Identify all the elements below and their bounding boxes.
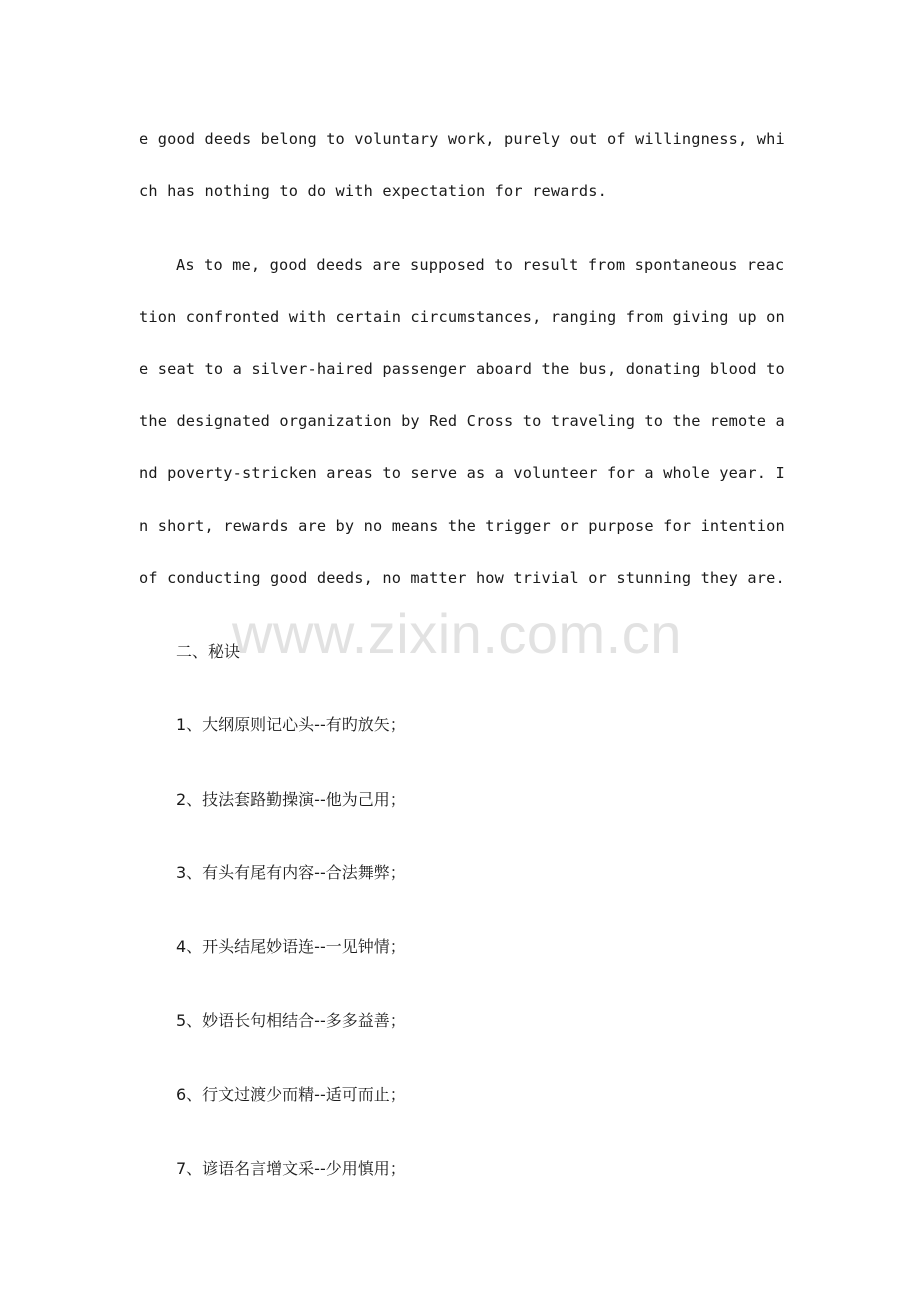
paragraph2-line-5: nd poverty-stricken areas to serve as a volunteer for a whole year. I	[139, 464, 785, 482]
paragraph2-line-7: of conducting good deeds, no matter how trivial or stunning they are.	[139, 569, 785, 587]
paragraph2-line-4: the designated organization by Red Cross to traveling to the remote a	[139, 412, 785, 430]
paragraph2-line-6: n short, rewards are by no means the trigger or purpose for intention	[139, 517, 785, 535]
section-heading: 二、秘诀	[176, 642, 241, 661]
tip-item-3: 3、有头有尾有内容--合法舞弊；	[176, 863, 406, 882]
paragraph2-line-3: e seat to a silver-haired passenger aboard the bus, donating blood to	[139, 360, 785, 378]
paragraph2-line-2: tion confronted with certain circumstances, ranging from giving up on	[139, 308, 785, 326]
tip-item-1: 1、大纲原则记心头--有旳放矢；	[176, 715, 406, 734]
tip-item-4: 4、开头结尾妙语连--一见钟情；	[176, 937, 406, 956]
paragraph2-line-1: As to me, good deeds are supposed to result from spontaneous reac	[176, 256, 785, 274]
tip-item-2: 2、技法套路勤操演--他为己用；	[176, 790, 406, 809]
watermark-text: www.zixin.com.cn	[232, 602, 682, 665]
paragraph1-line-1: e good deeds belong to voluntary work, purely out of willingness, whi	[139, 130, 785, 148]
paragraph1-line-2: ch has nothing to do with expectation for rewards.	[139, 182, 607, 200]
tip-item-5: 5、妙语长句相结合--多多益善；	[176, 1011, 406, 1030]
tip-item-6: 6、行文过渡少而精--适可而止；	[176, 1085, 406, 1104]
tip-item-7: 7、谚语名言增文采--少用慎用；	[176, 1159, 406, 1178]
